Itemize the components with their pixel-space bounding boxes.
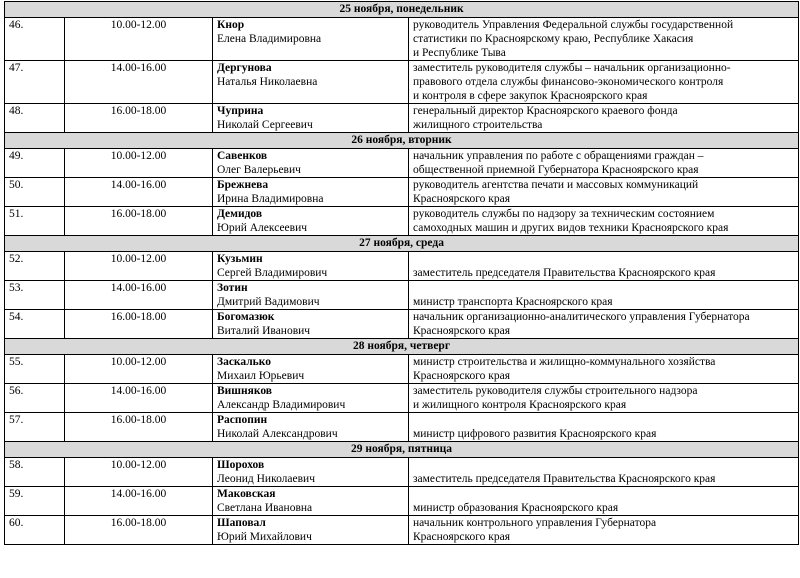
reception-time: 14.00-16.00 (65, 61, 213, 104)
position-line: Красноярского края (413, 531, 510, 543)
official-position (409, 281, 799, 310)
row-number: 46. (5, 18, 65, 61)
official-given-names: Николай Александрович (217, 428, 338, 440)
row-number: 47. (5, 61, 65, 104)
official-position (409, 18, 799, 61)
position-line: заместитель руководителя службы – начальник организационно- (413, 62, 731, 74)
official-surname: Вишняков (217, 385, 273, 397)
official-surname: Брежнева (217, 179, 269, 191)
position-line: статистики по Красноярскому краю, Республике Хакасия (413, 33, 694, 45)
table-row (5, 178, 799, 207)
official-surname: Шорохов (217, 459, 265, 471)
official-given-names: Николай Сергеевич (217, 119, 313, 131)
official-surname: Маковская (217, 488, 276, 500)
table-row (5, 149, 799, 178)
row-number: 48. (5, 104, 65, 133)
official-surname: Кузьмин (217, 253, 263, 265)
official-surname: Шаповал (217, 517, 266, 529)
official-given-names: Юрий Михайлович (217, 531, 312, 543)
table-row (5, 413, 799, 442)
reception-time: 10.00-12.00 (65, 458, 213, 487)
position-line: общественной приемной Губернатора Красноярского края (413, 164, 699, 176)
position-line: генеральный директор Красноярского краевого фонда (413, 105, 678, 117)
row-number: 59. (5, 487, 65, 516)
official-given-names: Наталья Николаевна (217, 76, 318, 88)
official-given-names: Леонид Николаевич (217, 473, 315, 485)
official-given-names: Ирина Владимировна (217, 193, 324, 205)
position-line: заместитель председателя Правительства Красноярского края (413, 267, 716, 279)
official-name (213, 458, 409, 487)
official-position (409, 458, 799, 487)
official-position (409, 487, 799, 516)
official-given-names: Светлана Ивановна (217, 502, 313, 514)
official-position (409, 207, 799, 236)
official-name (213, 487, 409, 516)
position-line: руководитель агентства печати и массовых коммуникаций (413, 179, 699, 191)
day-title: 29 ноября, пятница (5, 442, 799, 458)
official-position (409, 61, 799, 104)
position-line: жилищного строительства (413, 119, 543, 131)
position-line (413, 487, 794, 501)
table-row (5, 384, 799, 413)
official-name (213, 207, 409, 236)
official-given-names: Елена Владимировна (217, 33, 322, 45)
position-line: министр цифрового развития Красноярского края (413, 428, 657, 440)
position-line (413, 281, 794, 295)
position-line: и Республике Тыва (413, 47, 506, 59)
schedule-body (5, 2, 799, 545)
official-position (409, 516, 799, 545)
official-surname: Распопин (217, 414, 268, 426)
row-number: 54. (5, 310, 65, 339)
table-row (5, 104, 799, 133)
row-number: 50. (5, 178, 65, 207)
day-title: 25 ноября, понедельник (5, 2, 799, 18)
table-row (5, 281, 799, 310)
day-title: 26 ноября, вторник (5, 133, 799, 149)
row-number: 58. (5, 458, 65, 487)
reception-time: 14.00-16.00 (65, 281, 213, 310)
official-surname: Богомазюк (217, 311, 275, 323)
position-line: и жилищного контроля Красноярского края (413, 399, 627, 411)
reception-schedule-table (4, 1, 799, 545)
reception-time: 16.00-18.00 (65, 207, 213, 236)
position-line (413, 413, 794, 427)
official-name (213, 310, 409, 339)
table-row (5, 61, 799, 104)
reception-time: 14.00-16.00 (65, 384, 213, 413)
position-line: самоходных машин и других видов техники Красноярского края (413, 222, 729, 234)
official-surname: Савенков (217, 150, 268, 162)
row-number: 56. (5, 384, 65, 413)
reception-time: 16.00-18.00 (65, 310, 213, 339)
row-number: 52. (5, 252, 65, 281)
position-line: и контроля в сфере закупок Красноярского края (413, 90, 648, 102)
row-number: 60. (5, 516, 65, 545)
row-number: 55. (5, 355, 65, 384)
position-line: руководитель Управления Федеральной службы государственной (413, 19, 734, 31)
day-header-row (5, 236, 799, 252)
table-row (5, 18, 799, 61)
position-line: министр образования Красноярского края (413, 502, 619, 514)
reception-time: 14.00-16.00 (65, 487, 213, 516)
table-row (5, 252, 799, 281)
position-line: министр строительства и жилищно-коммунального хозяйства (413, 356, 716, 368)
official-name (213, 149, 409, 178)
table-row (5, 310, 799, 339)
row-number: 49. (5, 149, 65, 178)
position-line: министр транспорта Красноярского края (413, 296, 613, 308)
official-name (213, 516, 409, 545)
official-surname: Демидов (217, 208, 263, 220)
official-position (409, 178, 799, 207)
official-surname: Зотин (217, 282, 248, 294)
position-line: заместитель руководителя службы строительного надзора (413, 385, 698, 397)
day-header-row (5, 442, 799, 458)
position-line: Красноярского края (413, 370, 510, 382)
official-given-names: Виталий Иванович (217, 325, 311, 337)
official-surname: Кнор (217, 19, 245, 31)
reception-time: 10.00-12.00 (65, 252, 213, 281)
table-row (5, 355, 799, 384)
position-line: начальник управления по работе с обращениями граждан – (413, 150, 704, 162)
day-header-row (5, 339, 799, 355)
day-header-row (5, 133, 799, 149)
position-line (413, 458, 794, 472)
position-line (413, 252, 794, 266)
official-position (409, 384, 799, 413)
official-name (213, 104, 409, 133)
official-name (213, 281, 409, 310)
position-line: начальник контрольного управления Губернатора (413, 517, 657, 529)
official-position (409, 310, 799, 339)
table-row (5, 207, 799, 236)
official-given-names: Сергей Владимирович (217, 267, 328, 279)
position-line: Красноярского края (413, 325, 510, 337)
official-given-names: Дмитрий Вадимович (217, 296, 320, 308)
reception-time: 10.00-12.00 (65, 18, 213, 61)
official-name (213, 384, 409, 413)
row-number: 51. (5, 207, 65, 236)
official-surname: Чуприна (217, 105, 264, 117)
reception-time: 10.00-12.00 (65, 149, 213, 178)
official-given-names: Юрий Алексеевич (217, 222, 308, 234)
official-name (213, 252, 409, 281)
official-given-names: Михаил Юрьевич (217, 370, 305, 382)
position-line: Красноярского края (413, 193, 510, 205)
day-title: 28 ноября, четверг (5, 339, 799, 355)
row-number: 53. (5, 281, 65, 310)
official-given-names: Олег Валерьевич (217, 164, 301, 176)
reception-time: 16.00-18.00 (65, 104, 213, 133)
official-position (409, 149, 799, 178)
day-header-row (5, 2, 799, 18)
reception-time: 16.00-18.00 (65, 516, 213, 545)
reception-time: 10.00-12.00 (65, 355, 213, 384)
reception-time: 14.00-16.00 (65, 178, 213, 207)
official-name (213, 18, 409, 61)
position-line: правового отдела службы финансово-экономического контроля (413, 76, 724, 88)
row-number: 57. (5, 413, 65, 442)
reception-time: 16.00-18.00 (65, 413, 213, 442)
official-position (409, 413, 799, 442)
position-line: руководитель службы по надзору за техническим состоянием (413, 208, 715, 220)
position-line: начальник организационно-аналитического управления Губернатора (413, 311, 750, 323)
official-given-names: Александр Владимирович (217, 399, 346, 411)
official-position (409, 104, 799, 133)
official-position (409, 252, 799, 281)
day-title: 27 ноября, среда (5, 236, 799, 252)
official-surname: Заскалько (217, 356, 271, 368)
position-line: заместитель председателя Правительства Красноярского края (413, 473, 716, 485)
table-row (5, 516, 799, 545)
table-row (5, 487, 799, 516)
table-row (5, 458, 799, 487)
official-name (213, 178, 409, 207)
official-position (409, 355, 799, 384)
official-name (213, 355, 409, 384)
official-name (213, 61, 409, 104)
official-surname: Дергунова (217, 62, 272, 74)
official-name (213, 413, 409, 442)
